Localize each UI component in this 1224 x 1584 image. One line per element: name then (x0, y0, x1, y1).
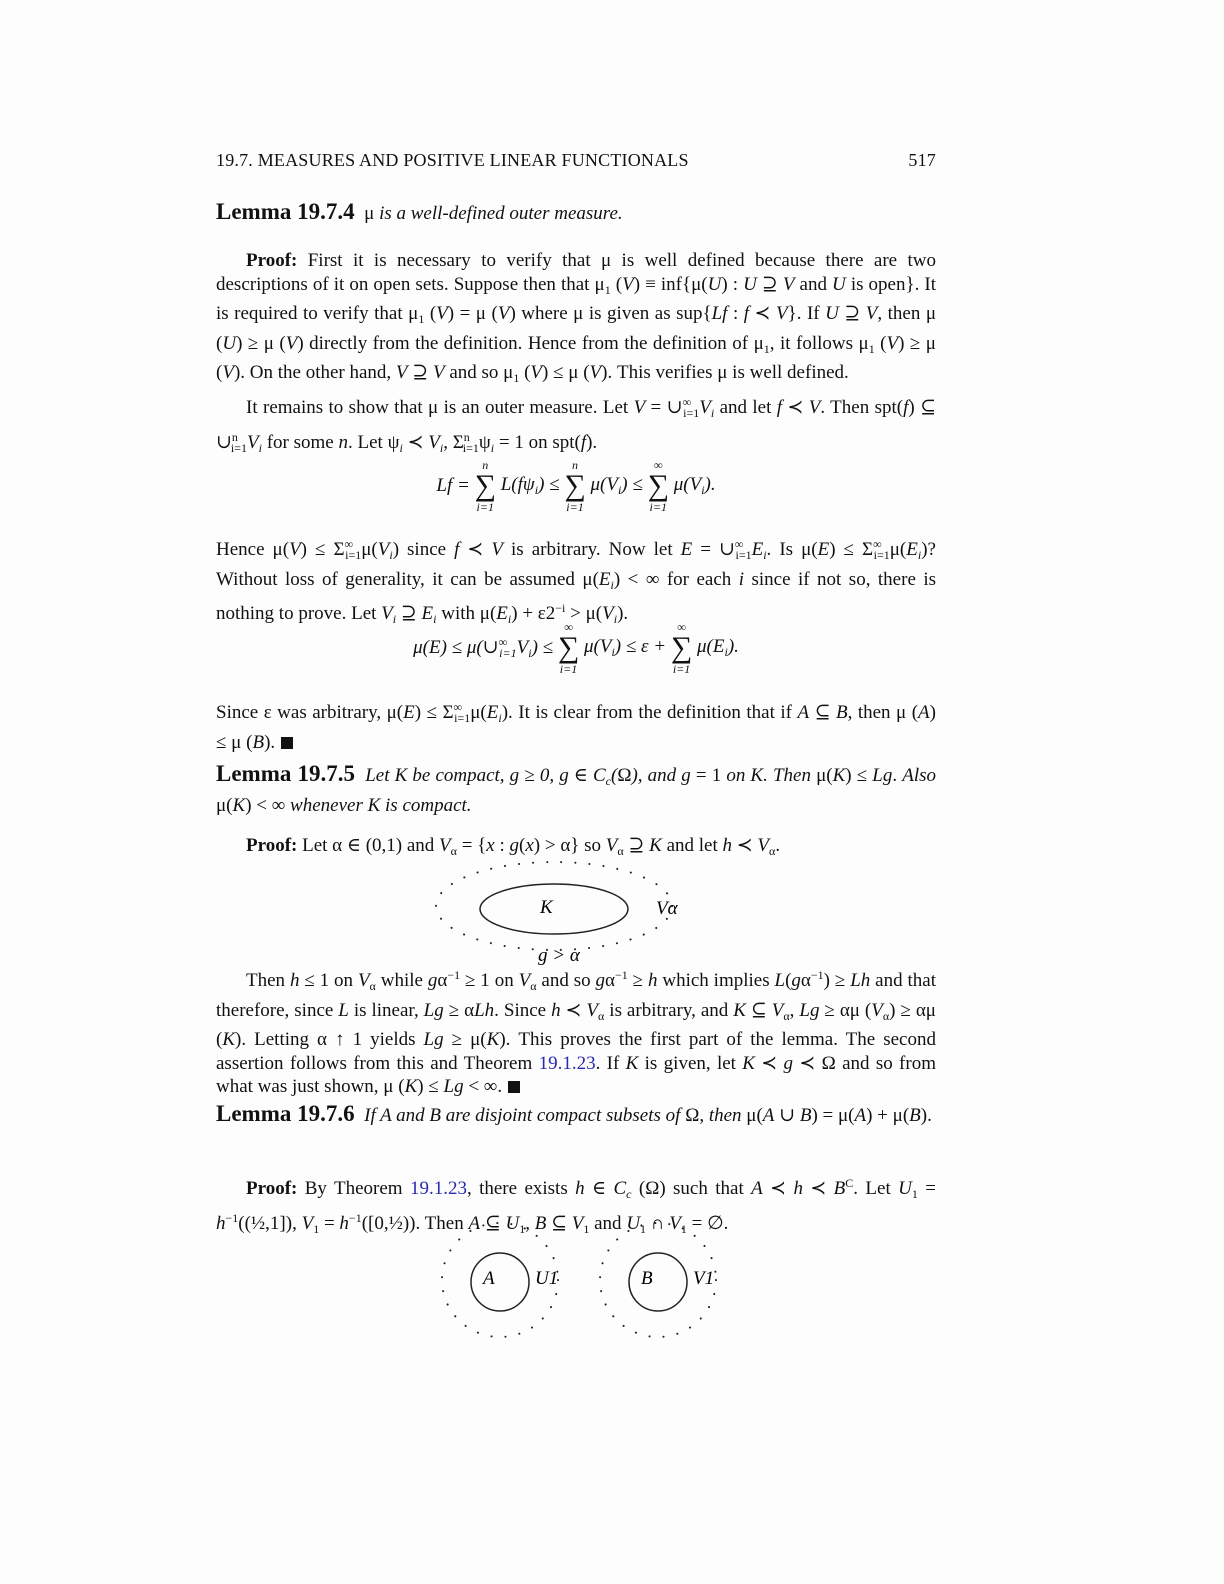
section-title: 19.7. MEASURES AND POSITIVE LINEAR FUNCTIONALS (216, 150, 689, 170)
lemma-19-7-4-proof-p1: Proof: First it is necessary to verify that μ is well defined because there are two descriptions of it on open sets. Suppose then that $\mu_1$ (V) ≡ inf{μ(U) : U ⊇ V and U is open}. It is required to verify that $\mu_1$ (V) = μ (V) where μ is given as sup{Lf : f ≺ V}. If U ⊇ V, then μ (U) ≥ μ (V) directly from the definition. Hence from the definition of $\mu_1$, it follows $\mu_1$ (V) ≥ μ (V). On the other hand, V ⊇ V and so $\mu_1$ (V) ≤ μ (V). This verifies μ is well defined. (216, 250, 937, 386)
equation-1: Lf = n ∑ i=1 $L(f\psi_i)$ ≤ n ∑ i=1 $\mu(V_i)$ ≤ ∞ ∑ i=1 $\mu(V_i)$. (436, 458, 716, 514)
figure-label-u1: U1 (535, 1268, 559, 1289)
proof-label: Proof: (246, 835, 298, 856)
figure-label-v-alpha: Vα (656, 898, 678, 919)
qed-square-icon (281, 737, 293, 749)
figure-label-b: B (641, 1268, 653, 1289)
qed-square-icon (508, 1081, 520, 1093)
set-a-circle (471, 1253, 529, 1311)
figure-label-v1: V1 (693, 1268, 715, 1289)
figure-k-in-v-alpha (430, 858, 700, 968)
lemma-19-7-6-proof-p1: Proof: By Theorem 19.1.23, there exists h ∈ $C_c$ (Ω) such that A ≺ h ≺ $B^C$. Let $U_1$ = $h^{-1}((\frac{1}{2},1])$, $V_1$ = $h^{-1}([0,\frac{1}{2}))$. Then A ⊆ $U_1$, B ⊆ $V_1$ and $U_1$ ∩ $V_1$ = ∅. (216, 1176, 936, 1236)
figure-label-a: A (483, 1268, 495, 1289)
figure-label-g-alpha: g > α (538, 945, 580, 966)
running-header (216, 150, 936, 171)
lemma-19-7-5-heading: Lemma 19.7.5 Let K be compact, g ≥ 0, g ∈ $C_c(\Omega)$, and g = 1 on K. Then μ(K) ≤ Lg. Also μ(K) < ∞ whenever K is compact. (216, 761, 937, 816)
dotted-outer-set (436, 862, 672, 950)
page-number: 517 (908, 150, 936, 170)
figure-disjoint-sets (430, 1218, 730, 1350)
lemma-19-7-6-heading: Lemma 19.7.6 If A and B are disjoint compact subsets of Ω, then μ(A ∪ B) = μ(A) + μ(B). (216, 1101, 932, 1126)
lemma-19-7-5-proof-p2: Then h ≤ 1 on $V_\alpha$ while $g\alpha^{-1} \ge 1$ on $V_\alpha$ and so $g\alpha^{-1} \ge h$ which implies $L(g\alpha^{-1}) \ge Lh$ and that therefore, since L is linear, Lg ≥ αLh. Since h ≺ $V_\alpha$ is arbitrary, and K ⊆ $V_\alpha$, Lg ≥ αμ $(V_\alpha) \ge \alpha\mu$ (K). Letting α ↑ 1 yields Lg ≥ μ(K). This proves the first part of the lemma. The second assertion follows from this and Theorem 19.1.23. If K is given, let K ≺ g ≺ Ω and so from what was just shown, μ (K) ≤ Lg < ∞. (216, 968, 936, 1098)
lemma-title: Lemma 19.7.6 (216, 1101, 355, 1126)
set-b-circle (629, 1253, 687, 1311)
lemma-19-7-4-heading: Lemma 19.7.4 μ is a well-defined outer measure. (216, 199, 623, 224)
proof-label: Proof: (246, 250, 298, 271)
lemma-title: Lemma 19.7.5 (216, 761, 355, 786)
lemma-19-7-5-proof-p1: Proof: Let α ∈ (0,1) and $V_\alpha = \{x$ : g(x) > α} so $V_\alpha$ ⊇ K and let h ≺ $V_\alpha$. (246, 835, 781, 858)
lemma-19-7-4-proof-p2: It remains to show that μ is an outer measure. Let $V = \cup^\infty_{i=1}V_i$ and let f ≺ V. Then spt(f) ⊆ $\cup^n_{i=1}V_i$ for some n. Let $\psi_i$ ≺ $V_i$, $\Sigma^n_{i=1}\psi_i = 1$ on spt(f). (216, 395, 936, 455)
lemma-title: Lemma 19.7.4 (216, 199, 355, 224)
lemma-19-7-4-proof-p3: Hence $\mu(V) \le \Sigma^\infty_{i=1}\mu(V_i)$ since f ≺ V is arbitrary. Now let $E = \cup^\infty_{i=1}E_i$. Is $\mu(E) \le \Sigma^\infty_{i=1}\mu(E_i)$? Without loss of generality, it can be assumed $\mu(E_i)$ < ∞ for each i since if not so, there is nothing to prove. Let $V_i$ ⊇ $E_i$ with $\mu(E_i) + \varepsilon 2^{-i} > \mu(V_i)$. (216, 537, 937, 627)
set-k-ellipse (480, 884, 628, 934)
theorem-link[interactable]: 19.1.23 (409, 1178, 467, 1199)
equation-2: $\mu(E) \le \mu(\cup^\infty_{i=1}V_i)$ ≤ ∞ ∑ i=1 $\mu(V_i) \le \varepsilon$ + ∞ ∑ i=1 $\mu(E_i)$. (413, 620, 739, 676)
theorem-link[interactable]: 19.1.23 (538, 1052, 596, 1074)
figure-label-k: K (540, 897, 553, 918)
lemma-19-7-4-proof-p4: Since ε was arbitrary, $\mu(E) \le \Sigma^\infty_{i=1}\mu(E_i)$. It is clear from the definition that if A ⊆ B, then μ (A) ≤ μ (B). (216, 700, 936, 753)
proof-label: Proof: (246, 1178, 298, 1199)
